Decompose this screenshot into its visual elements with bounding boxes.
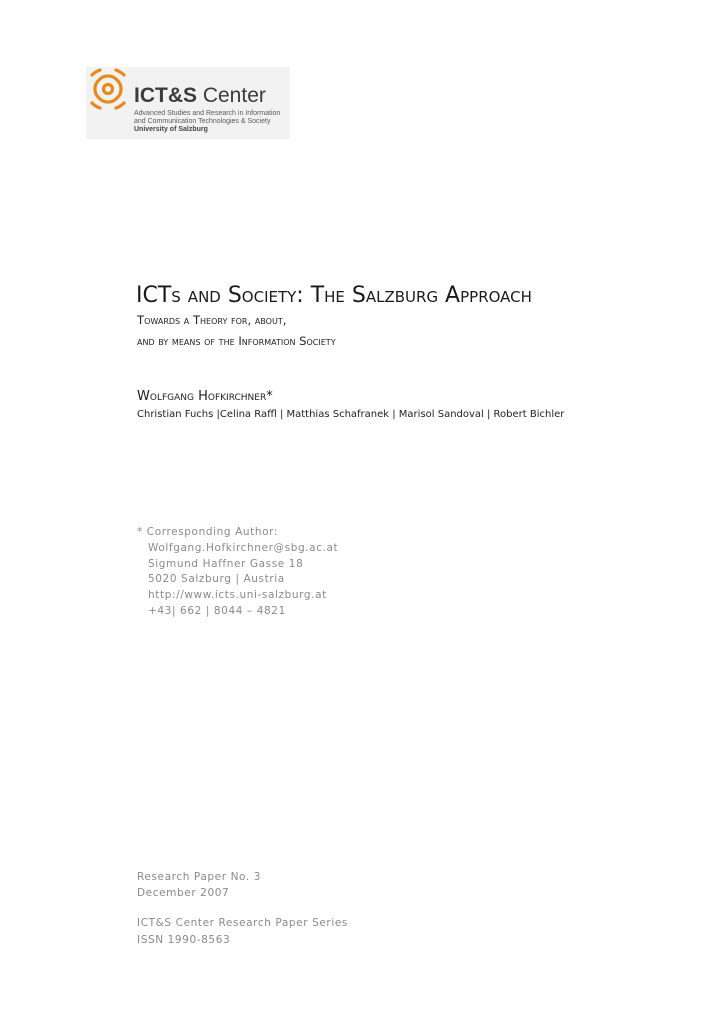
corresponding-author-block xyxy=(137,525,338,620)
corresponding-author-heading: * Corresponding Author: xyxy=(137,526,278,538)
logo-name-bold: ICT&S xyxy=(134,84,197,107)
logo-subtitle xyxy=(134,110,280,134)
research-paper-number: Research Paper No. 3 xyxy=(137,871,262,883)
paper-title: ICTs and Society: The Salzburg Approach xyxy=(136,283,532,308)
logo-university: University of Salzburg xyxy=(134,126,208,133)
ictands-logo xyxy=(86,67,290,139)
contact-phone: +43| 662 | 8044 – 4821 xyxy=(148,604,286,617)
series-info xyxy=(137,869,348,948)
contact-street: Sigmund Haffner Gasse 18 xyxy=(148,557,304,570)
coauthors: Christian Fuchs |Celina Raffl | Matthias Schafranek | Marisol Sandoval | Robert Bichler xyxy=(137,409,565,420)
contact-website: http://www.icts.uni-salzburg.at xyxy=(148,589,327,602)
ictands-signal-icon xyxy=(86,67,130,111)
contact-city: 5020 Salzburg | Austria xyxy=(148,573,285,586)
publication-date: December 2007 xyxy=(137,887,230,900)
logo-subtitle-line: Advanced Studies and Research in Information xyxy=(134,110,281,117)
issn: ISSN 1990-8563 xyxy=(137,933,231,946)
series-name: ICT&S Center Research Paper Series xyxy=(137,917,348,930)
paper-subtitle-line: Towards a Theory for, about, xyxy=(137,313,287,327)
logo-name-regular: Center xyxy=(197,84,266,107)
contact-email: Wolfgang.Hofkirchner@sbg.ac.at xyxy=(148,541,339,554)
logo-name xyxy=(134,85,266,107)
paper-subtitle-line: and by means of the Information Society xyxy=(137,334,336,348)
main-author: Wolfgang Hofkirchner* xyxy=(137,389,273,404)
paper-subtitle xyxy=(137,310,336,352)
logo-subtitle-line: and Communication Technologies & Society xyxy=(134,118,271,125)
